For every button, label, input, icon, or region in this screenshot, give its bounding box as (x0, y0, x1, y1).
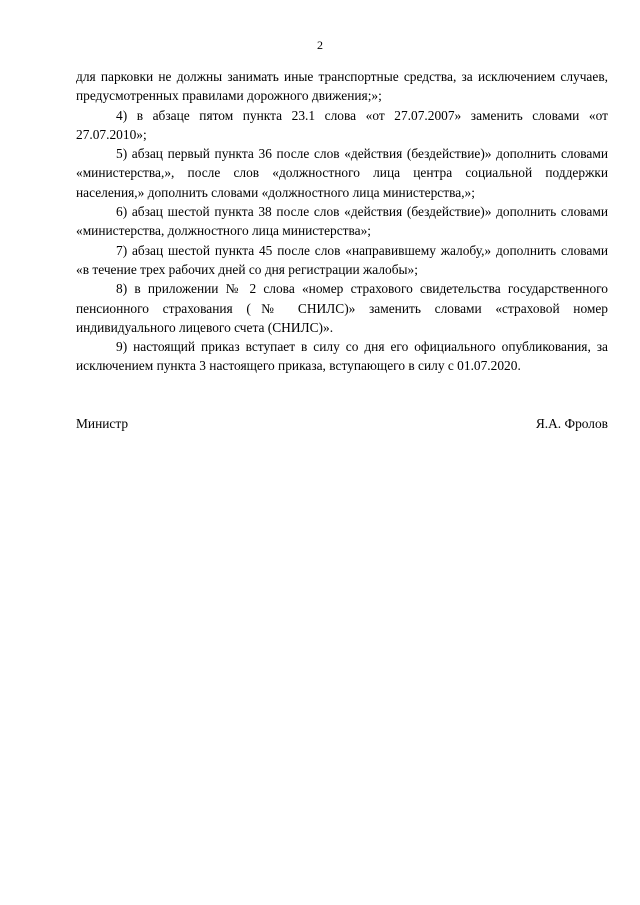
paragraph-item-4: 4) в абзаце пятом пункта 23.1 слова «от 27.07.2007» заменить словами «от 27.07.2010»; (76, 107, 608, 142)
paragraph-item-5: 5) абзац первый пункта 36 после слов «действия (бездействие)» дополнить словами «министерства,», после слов «должностного лица центра социальной поддержки населения,» дополнить словами «должностного лица министерства,»; (76, 146, 608, 200)
document-body (76, 67, 608, 376)
signatory-name: Я.А. Фролов (535, 416, 608, 431)
paragraph-continuation: для парковки не должны занимать иные транспортные средства, за исключением случаев, предусмотренных правилами дорожного движения;»; (76, 69, 608, 104)
paragraph-item-6: 6) абзац шестой пункта 38 после слов «действия (бездействие)» дополнить словами «министерства, должностного лица министерства»; (76, 204, 608, 239)
paragraph-item-7: 7) абзац шестой пункта 45 после слов «направившему жалобу,» дополнить словами «в течение трех рабочих дней со дня регистрации жалобы»; (76, 242, 608, 277)
signatory-position: Министр (76, 416, 129, 431)
page-number: 2 (317, 38, 323, 52)
paragraph-item-9: 9) настоящий приказ вступает в силу со дня его официального опубликования, за исключением пункта 3 настоящего приказа, вступающего в силу с 01.07.2020. (76, 339, 608, 374)
paragraph-item-8: 8) в приложении № 2 слова «номер страхового свидетельства государственного пенсионного страхования (№ СНИЛС)» заменить словами «страховой номер индивидуального лицевого счета (СНИЛС)». (76, 281, 608, 335)
signature-block (76, 414, 608, 433)
